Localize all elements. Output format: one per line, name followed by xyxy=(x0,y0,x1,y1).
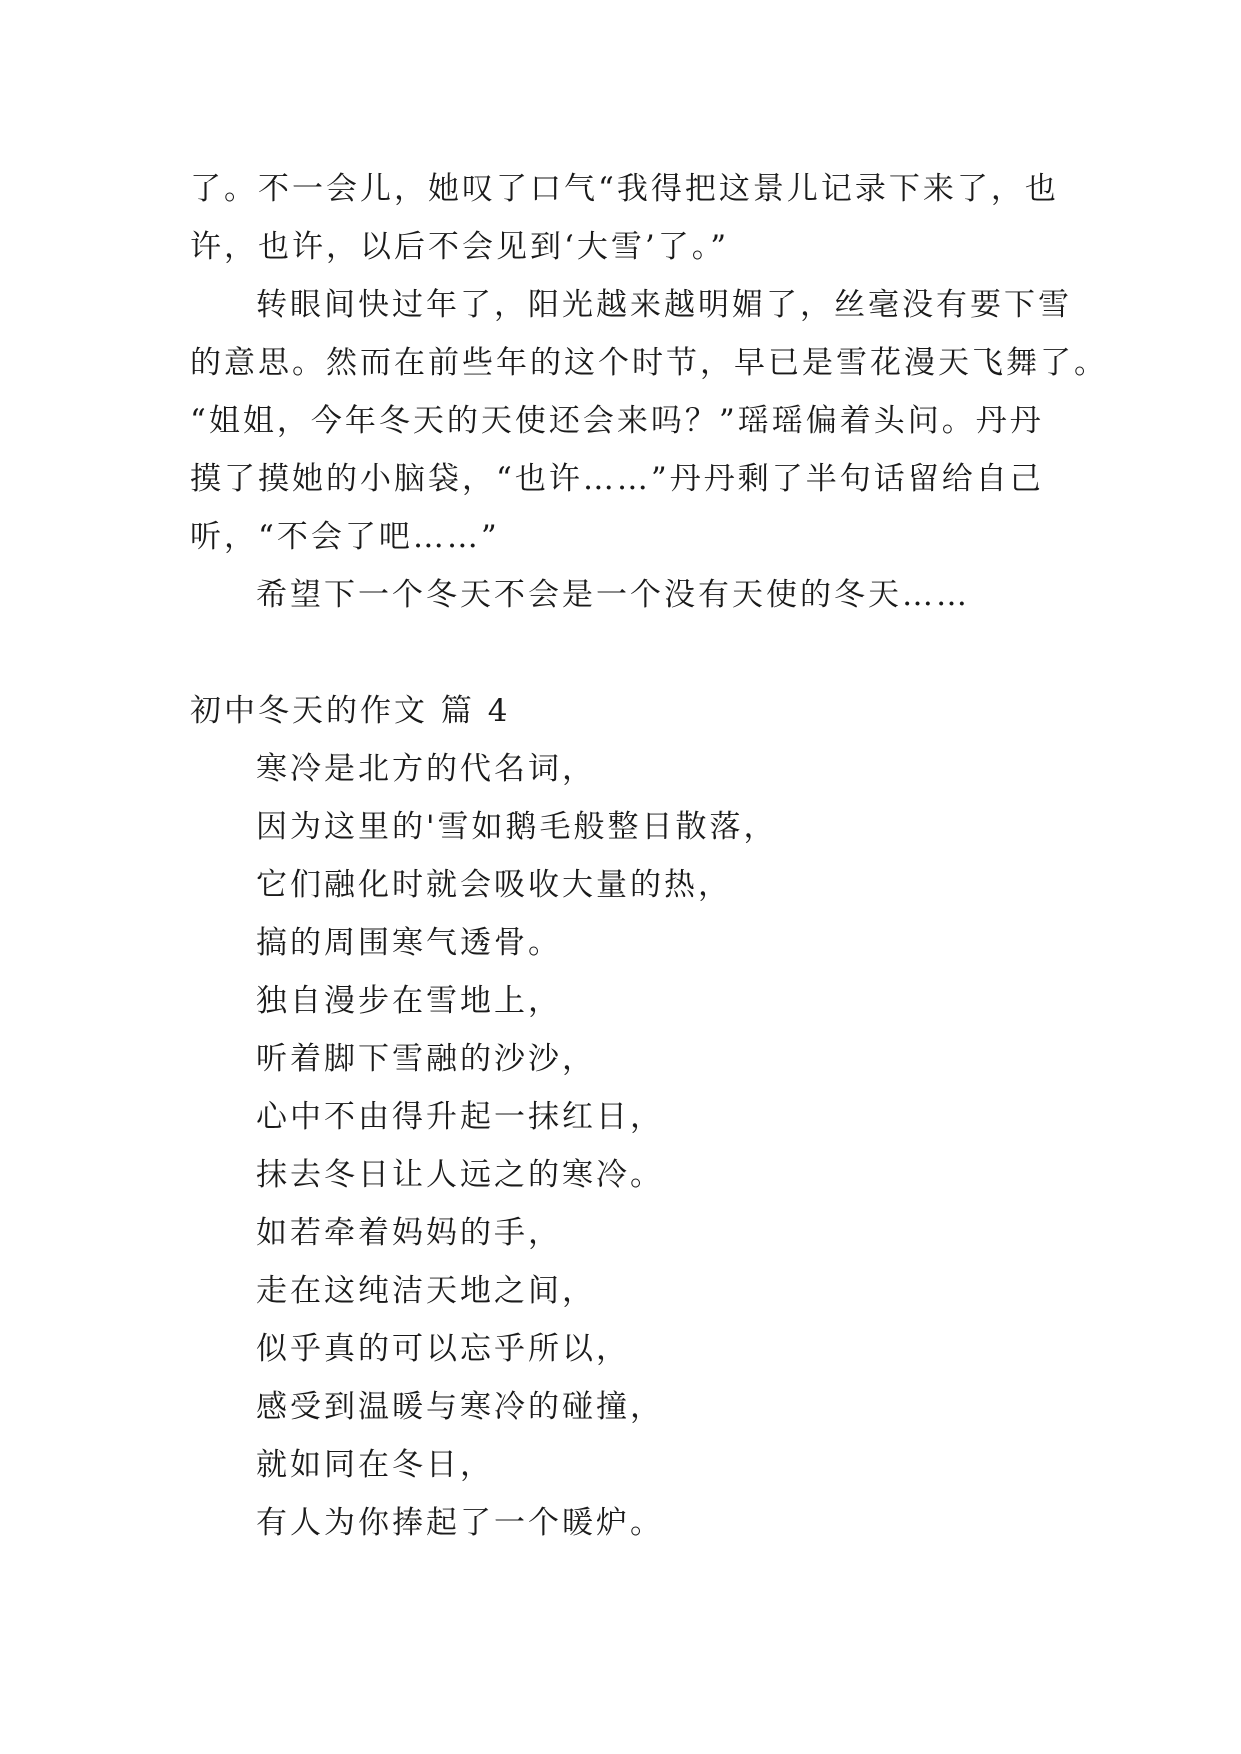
paragraph-line: 了。不一会儿，她叹了口气“我得把这景儿记录下来了，也 xyxy=(190,171,1059,207)
poem-line: 似乎真的可以忘乎所以， xyxy=(256,1331,630,1367)
poem-line: 有人为你捧起了一个暖炉。 xyxy=(256,1505,664,1541)
section-title: 初中冬天的作文 篇 4 xyxy=(190,693,511,729)
poem-line: 抹去冬日让人远之的寒冷。 xyxy=(256,1157,664,1193)
poem-line: 独自漫步在雪地上， xyxy=(256,983,562,1019)
poem-line: 心中不由得升起一抹红日， xyxy=(256,1099,664,1135)
paragraph-line: “姐姐，今年冬天的天使还会来吗？”瑶瑶偏着头问。丹丹 xyxy=(190,403,1044,439)
poem-line: 走在这纯洁天地之间， xyxy=(256,1273,596,1309)
poem-line: 感受到温暖与寒冷的碰撞， xyxy=(256,1389,664,1425)
poem-line: 就如同在冬日， xyxy=(256,1447,494,1483)
poem-line: 搞的周围寒气透骨。 xyxy=(256,925,562,961)
paragraph-line: 的意思。然而在前些年的这个时节，早已是雪花漫天飞舞了。 xyxy=(190,345,1108,381)
poem-line: 它们融化时就会吸收大量的热， xyxy=(256,867,732,903)
poem-line: 如若牵着妈妈的手， xyxy=(256,1215,562,1251)
paragraph-line: 听，“不会了吧……” xyxy=(190,519,500,555)
paragraph-line: 许，也许，以后不会见到‘大雪’了。” xyxy=(190,229,730,265)
paragraph-line: 转眼间快过年了，阳光越来越明媚了，丝毫没有要下雪 xyxy=(256,287,1072,323)
paragraph-line: 摸了摸她的小脑袋，“也许……”丹丹剩了半句话留给自己 xyxy=(190,461,1044,497)
poem-line: 寒冷是北方的代名词， xyxy=(256,751,596,787)
poem-line: 听着脚下雪融的沙沙， xyxy=(256,1041,596,1077)
poem-line: 因为这里的'雪如鹅毛般整日散落， xyxy=(256,809,778,845)
paragraph-line: 希望下一个冬天不会是一个没有天使的冬天…… xyxy=(256,577,970,613)
